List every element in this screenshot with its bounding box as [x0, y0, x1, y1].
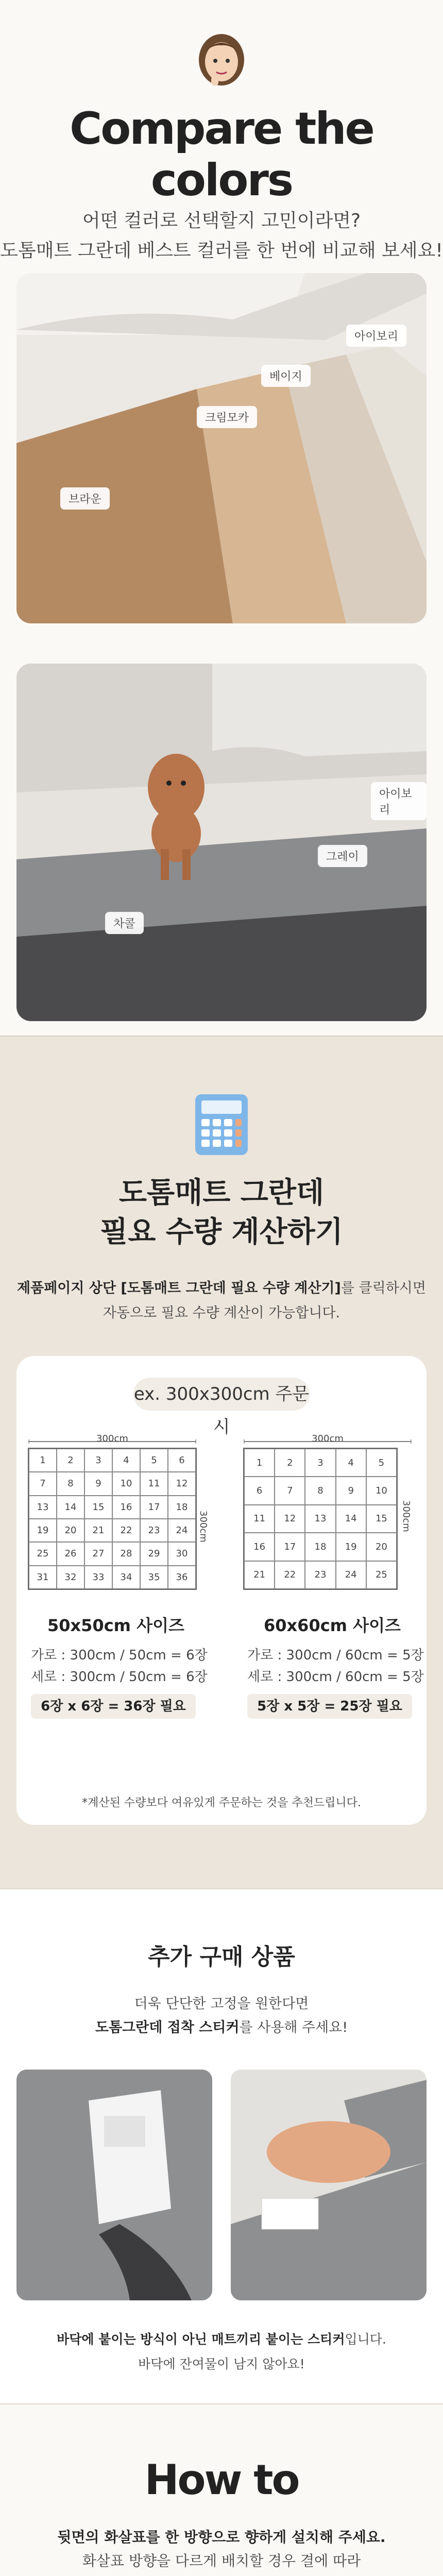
compare-subtitle-line2: 도톰매트 그란데 베스트 컬러를 한 번에 비교해 보세요!	[0, 240, 443, 261]
right-size-title: 60x60cm 사이즈	[264, 1616, 401, 1635]
sticker-photo-1	[16, 2070, 212, 2300]
extra-note-line2: 바닥에 잔여물이 남지 않아요!	[138, 2357, 305, 2371]
grid-cell: 14	[336, 1505, 366, 1533]
grid-cell: 16	[112, 1496, 140, 1519]
how-to-title: How to	[144, 2456, 299, 2504]
tag-gray: 그레이	[318, 845, 367, 867]
color-compare-photo-cool	[16, 664, 427, 1021]
calculator-desc-bold: 제품페이지 상단 [도톰매트 그란데 필요 수량 계산기]	[17, 1280, 341, 1296]
grid-50-dimension-side: 300cm	[198, 1511, 209, 1543]
extra-desc-line1: 더욱 단단한 고정을 원한다면	[134, 1996, 309, 2012]
example-label: ex. 300x300cm 주문 시	[133, 1378, 310, 1411]
grid-cell: 5	[366, 1449, 397, 1477]
grid-60-sheet	[243, 1448, 398, 1590]
left-calc-line1: 가로 : 300cm / 50cm = 6장	[31, 1648, 208, 1663]
grid-cell: 31	[29, 1566, 57, 1589]
calculator-title-line1: 도톰매트 그란데	[118, 1176, 325, 1210]
extra-note-bold: 바닥에 붙이는 방식이 아닌 매트끼리 붙이는 스티커	[57, 2332, 345, 2347]
grid-cell: 35	[140, 1566, 168, 1589]
extra-desc-bold: 도톰그란데 접착 스티커	[95, 2020, 240, 2036]
grid-cell: 1	[244, 1449, 275, 1477]
tag-charcoal: 차콜	[105, 912, 144, 934]
grid-cell: 15	[84, 1496, 112, 1519]
grid-cell: 9	[336, 1477, 366, 1504]
grid-cell: 10	[112, 1472, 140, 1495]
tag-ivory: 아이보리	[346, 325, 406, 347]
grid-cell: 24	[336, 1561, 366, 1589]
extra-purchase-section	[0, 1888, 443, 2403]
applying-sticker-illustration	[231, 2070, 427, 2300]
grid-cell: 1	[29, 1449, 57, 1472]
grid-cell: 36	[168, 1566, 196, 1589]
calculator-note: *계산된 수량보다 여유있게 주문하는 것을 추천드립니다.	[82, 1797, 361, 1809]
right-calc-result: 5장 x 5장 = 25장 필요	[247, 1694, 412, 1719]
grid-cell: 29	[140, 1542, 168, 1565]
calculator-description	[0, 1276, 443, 1326]
grid-cell: 9	[84, 1472, 112, 1495]
extra-desc-rest: 를 사용해 주세요!	[239, 2020, 348, 2036]
grid-cell: 18	[168, 1496, 196, 1519]
compare-subtitle	[0, 206, 443, 266]
thinking-face-icon	[194, 31, 249, 89]
grid-cell: 14	[57, 1496, 84, 1519]
how-to-section	[0, 2403, 443, 2576]
compare-subtitle-line1: 어떤 컬러로 선택할지 고민이라면?	[82, 210, 361, 231]
grid-cell: 8	[57, 1472, 84, 1495]
grid-cell: 11	[140, 1472, 168, 1495]
grid-cell: 25	[29, 1542, 57, 1565]
quantity-calculator-section	[0, 1036, 443, 1888]
grid-cell: 2	[275, 1449, 305, 1477]
grid-cell: 30	[168, 1542, 196, 1565]
extra-purchase-description	[0, 1992, 443, 2040]
how-to-desc-line3	[0, 2573, 443, 2576]
calculator-desc-rest: 를 클릭하시면	[340, 1280, 426, 1296]
color-compare-photo-warm	[16, 273, 427, 623]
grid-cell: 33	[84, 1566, 112, 1589]
dimension-line-top-right	[243, 1439, 412, 1444]
grid-cell: 2	[57, 1449, 84, 1472]
grid-cell: 7	[29, 1472, 57, 1495]
grid-cell: 3	[305, 1449, 335, 1477]
grid-cell: 17	[140, 1496, 168, 1519]
right-calc-line2: 세로 : 300cm / 60cm = 5장	[247, 1669, 424, 1685]
tag-cream-mocha: 크림모카	[197, 406, 257, 428]
grid-cell: 23	[140, 1519, 168, 1542]
grid-cell: 34	[112, 1566, 140, 1589]
grid-cell: 25	[366, 1561, 397, 1589]
calculator-desc-line2: 자동으로 필요 수량 계산이 가능합니다.	[103, 1305, 340, 1321]
compare-colors-section	[0, 0, 443, 1036]
grid-cell: 13	[305, 1505, 335, 1533]
grid-cell: 15	[366, 1505, 397, 1533]
grid-cell: 28	[112, 1542, 140, 1565]
calculation-example-card	[16, 1356, 427, 1825]
grid-cell: 8	[305, 1477, 335, 1504]
grid-cell: 32	[57, 1566, 84, 1589]
grid-50-sheet	[28, 1448, 197, 1590]
grid-cell: 18	[305, 1533, 335, 1561]
grid-cell: 19	[29, 1519, 57, 1542]
grid-cell: 12	[168, 1472, 196, 1495]
grid-50-dimension-top: 300cm	[96, 1433, 128, 1444]
grid-cell: 17	[275, 1533, 305, 1561]
tag-beige: 베이지	[261, 365, 311, 387]
grid-cell: 24	[168, 1519, 196, 1542]
grid-cell: 21	[244, 1561, 275, 1589]
tag-ivory-2: 아이보리	[371, 782, 427, 820]
grid-cell: 4	[336, 1449, 366, 1477]
calculator-title	[0, 1174, 443, 1252]
grid-cell: 19	[336, 1533, 366, 1561]
grid-cell: 10	[366, 1477, 397, 1504]
grid-cell: 6	[168, 1449, 196, 1472]
grid-60-dimension-top: 300cm	[312, 1433, 344, 1444]
grid-cell: 5	[140, 1449, 168, 1472]
right-calc-line1: 가로 : 300cm / 60cm = 5장	[247, 1648, 424, 1663]
grid-cell: 4	[112, 1449, 140, 1472]
grid-cell: 6	[244, 1477, 275, 1504]
compare-title: Compare the colors	[70, 103, 373, 206]
grid-cell: 11	[244, 1505, 275, 1533]
calculator-icon	[189, 1092, 254, 1157]
how-to-desc-bold: 뒷면의 화살표를 한 방향으로 향하게 설치해 주세요.	[57, 2529, 386, 2546]
grid-cell: 20	[57, 1519, 84, 1542]
grid-cell: 20	[366, 1533, 397, 1561]
grid-cell: 26	[57, 1542, 84, 1565]
grid-cell: 3	[84, 1449, 112, 1472]
cool-mats-illustration	[16, 664, 427, 1021]
grid-cell: 23	[305, 1561, 335, 1589]
grid-cell: 7	[275, 1477, 305, 1504]
grid-cell: 12	[275, 1505, 305, 1533]
grid-60-dimension-side: 300cm	[401, 1500, 412, 1532]
calculator-title-line2: 필요 수량 계산하기	[100, 1215, 343, 1249]
dimension-line-top	[28, 1439, 197, 1444]
left-size-title: 50x50cm 사이즈	[47, 1616, 184, 1635]
left-calc-line2: 세로 : 300cm / 50cm = 6장	[31, 1669, 208, 1685]
extra-purchase-title: 추가 구매 상품	[148, 1944, 295, 1970]
sticker-photo-2	[231, 2070, 427, 2300]
grid-cell: 16	[244, 1533, 275, 1561]
sticker-sheet-illustration	[16, 2070, 212, 2300]
grid-cell: 22	[275, 1561, 305, 1589]
how-to-description	[0, 2526, 443, 2576]
grid-cell: 13	[29, 1496, 57, 1519]
extra-note-rest: 입니다.	[345, 2332, 386, 2347]
how-to-desc-line2: 화살표 방향을 다르게 배치할 경우 결에 따라	[82, 2552, 361, 2569]
grid-cell: 21	[84, 1519, 112, 1542]
extra-purchase-note	[0, 2327, 443, 2377]
tag-brown: 브라운	[60, 487, 110, 510]
left-calc-result: 6장 x 6장 = 36장 필요	[31, 1694, 196, 1719]
grid-cell: 22	[112, 1519, 140, 1542]
grid-cell: 27	[84, 1542, 112, 1565]
